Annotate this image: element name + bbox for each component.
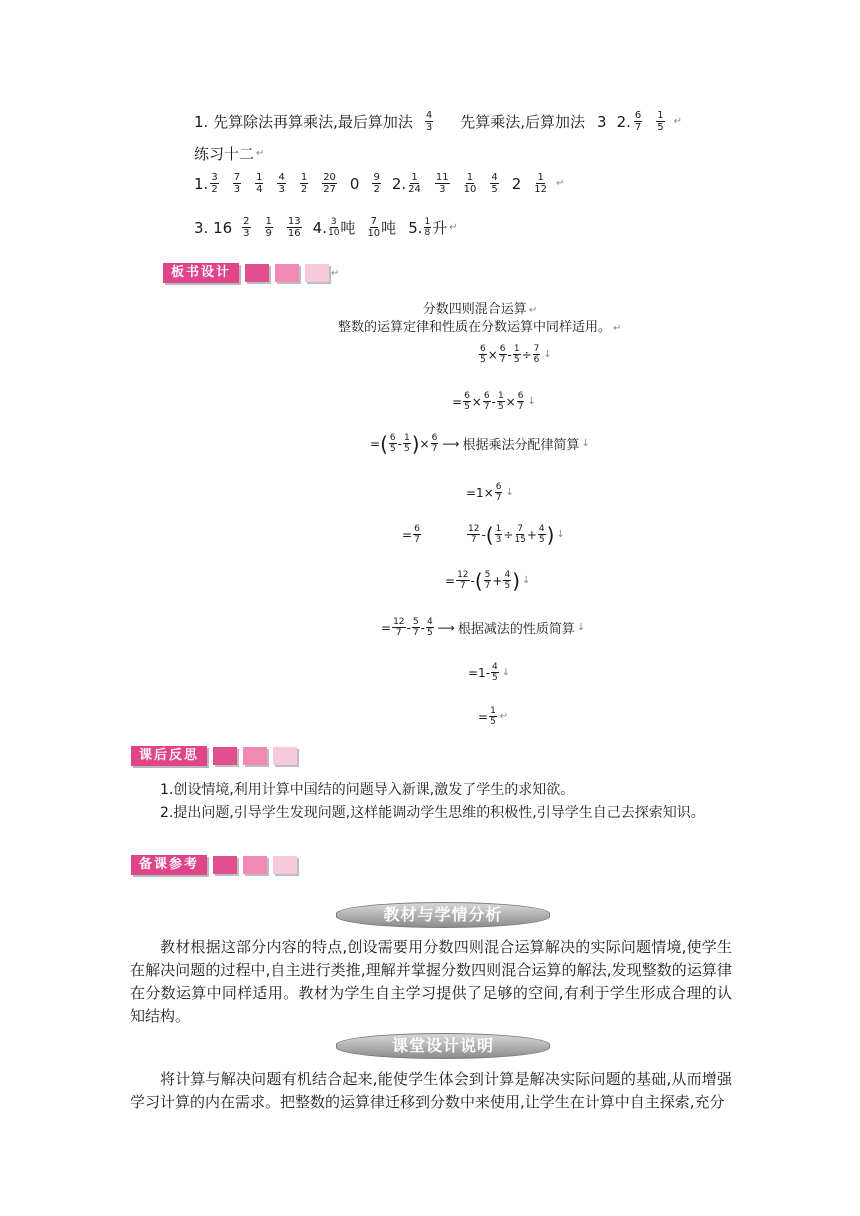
fraction: $\frac{1}{5}$ [657, 110, 664, 133]
equation-row-2: = $\frac{6}{5}$ × $\frac{6}{7}$ - $\frac{1}{5}$ × $\frac{6}{7}$ ↓ [452, 391, 536, 412]
fraction: $\frac{1}{24}$ [408, 172, 421, 195]
fraction: $\frac{3}{2}$ [211, 172, 218, 195]
decor-square [245, 264, 269, 282]
fraction: $\frac{1}{9}$ [265, 216, 272, 239]
equation-row-3: = ( $\frac{6}{5}$ - $\frac{1}{5}$ ) × $\frac{6}{7}$ ⟶ 根据乘法分配律简算 ↓ [370, 431, 590, 456]
decor-square [305, 264, 329, 282]
section-header-board-design: 板书设计 ↵ [163, 263, 339, 283]
answer-number: 3 [597, 112, 607, 131]
fraction: $\frac{1}{12}$ [534, 172, 548, 195]
fraction: $\frac{9}{2}$ [373, 172, 380, 195]
fraction: $\frac{13}{16}$ [287, 216, 301, 239]
answer-line-4: 3. 16 $\frac{2}{3}$ $\frac{1}{9}$ $\frac{13}{16}$ 4. $\frac{3}{10}$ 吨 $\frac{7}{10}$ 吨 5. $\frac{1}{8}$ 升 ↵ [194, 216, 458, 239]
section-header-reference [131, 855, 297, 875]
section-label: 备课参考 [131, 855, 207, 875]
decor-square [213, 747, 237, 765]
answer-line-3: 1. $\frac{3}{2}$ $\frac{7}{3}$ $\frac{1}{4}$ $\frac{4}{3}$ $\frac{1}{2}$ $\frac{20}{27}$ 0 $\frac{9}{2}$ 2. $\frac{1}{24}$ $\frac{11}{3}$ $\frac{1}{10}$ $\frac{4}{5}$ 2 $\frac{1}{12}$ ↵ [194, 172, 565, 195]
fraction: $\frac{4}{3}$ [425, 110, 433, 133]
board-subtitle: 整数的运算定律和性质在分数运算中同样适用。 ↵ [338, 320, 622, 335]
fraction: $\frac{7}{10}$ [367, 216, 381, 239]
decor-square [213, 856, 237, 874]
fraction: $\frac{11}{3}$ [435, 172, 449, 195]
section-label: 课后反思 [131, 746, 207, 766]
answer-index: 2. [616, 112, 631, 131]
answer-text: 先算乘法,后算加法 [460, 113, 586, 131]
equation-row-9: = $\frac{1}{5}$ ↵ [478, 706, 509, 727]
fraction: $\frac{2}{3}$ [243, 216, 250, 239]
equation-left-result: = $\frac{6}{7}$ [402, 524, 420, 545]
fraction: $\frac{1}{10}$ [463, 172, 477, 195]
fraction: $\frac{7}{3}$ [233, 172, 241, 195]
decor-square [243, 747, 267, 765]
answer-line-1: 1. 先算除法再算乘法,最后算加法 $\frac{4}{3}$ 先算乘法,后算加法 3 2. $\frac{6}{7}$ $\frac{1}{5}$ ↵ [194, 110, 683, 133]
fraction: $\frac{20}{27}$ [323, 172, 336, 195]
fraction: $\frac{1}{2}$ [300, 172, 308, 195]
equation-row-5: $\frac{12}{7}$ - ( $\frac{1}{3}$ ÷ $\frac{7}{15}$ + $\frac{4}{5}$ ) ↓ [468, 522, 565, 547]
decor-square [275, 264, 299, 282]
equation-row-4: =1× $\frac{6}{7}$ ↓ [466, 482, 514, 503]
fraction: $\frac{1}{4}$ [256, 172, 263, 195]
equation-row-7: = $\frac{12}{7}$ - $\frac{5}{7}$ - $\frac{4}{5}$ ⟶ 根据减法的性质简算 ↓ [381, 617, 586, 638]
decor-square [273, 856, 297, 874]
board-note: 根据乘法分配律简算 [462, 438, 580, 453]
section-label: 板书设计 [163, 263, 239, 283]
banner-analysis: 教材与学情分析 [336, 902, 550, 928]
fraction: $\frac{3}{10}$ [327, 217, 340, 238]
decor-square [243, 856, 267, 874]
analysis-paragraph: 教材根据这部分内容的特点,创设需要用分数四则混合运算解决的实际问题情境,使学生在解决问题的过程中,自主进行类推,理解并掌握分数四则混合运算的解法,发现整数的运算律在分数运算中同样适用。教材为学生自主学习提供了足够的空间,有利于学生形成合理的认知结构。 [130, 938, 732, 1025]
equation-row-1: $\frac{6}{5}$ × $\frac{6}{7}$ - $\frac{1}{5}$ ÷ $\frac{7}{6}$ ↓ [480, 344, 552, 365]
fraction: $\frac{6}{7}$ [634, 110, 642, 133]
reflection-paragraph-1: 1.创设情境,利用计算中国结的问题导入新课,激发了学生的求知欲。 [160, 782, 575, 798]
answer-text: 1. 先算除法再算乘法,最后算加法 [194, 113, 413, 131]
board-title: 分数四则混合运算 ↵ [422, 302, 538, 317]
fraction: $\frac{4}{3}$ [278, 172, 285, 195]
equation-row-6: = $\frac{12}{7}$ - ( $\frac{5}{7}$ + $\frac{4}{5}$ ) ↓ [445, 568, 531, 593]
fraction: $\frac{4}{5}$ [491, 172, 498, 195]
banner-classroom: 课堂设计说明 [336, 1033, 550, 1059]
board-note: 根据减法的性质简算 [457, 622, 575, 637]
reflection-paragraph-2: 2.提出问题,引导学生发现问题,这样能调动学生思维的积极性,引导学生自己去探索知识。 [160, 805, 705, 821]
section-header-reflection [131, 746, 297, 766]
equation-row-8: =1- $\frac{4}{5}$ ↓ [468, 662, 511, 683]
decor-square [273, 747, 297, 765]
fraction: $\frac{1}{8}$ [424, 217, 431, 238]
classroom-paragraph: 将计算与解决问题有机结合起来,能使学生体会到计算是解决实际问题的基础,从而增强学习计算的内在需求。把整数的运算律迁移到分数中来使用,让学生在计算中自主探索,充分 [130, 1070, 732, 1111]
exercise-title: 练习十二 ↵ [194, 145, 265, 163]
